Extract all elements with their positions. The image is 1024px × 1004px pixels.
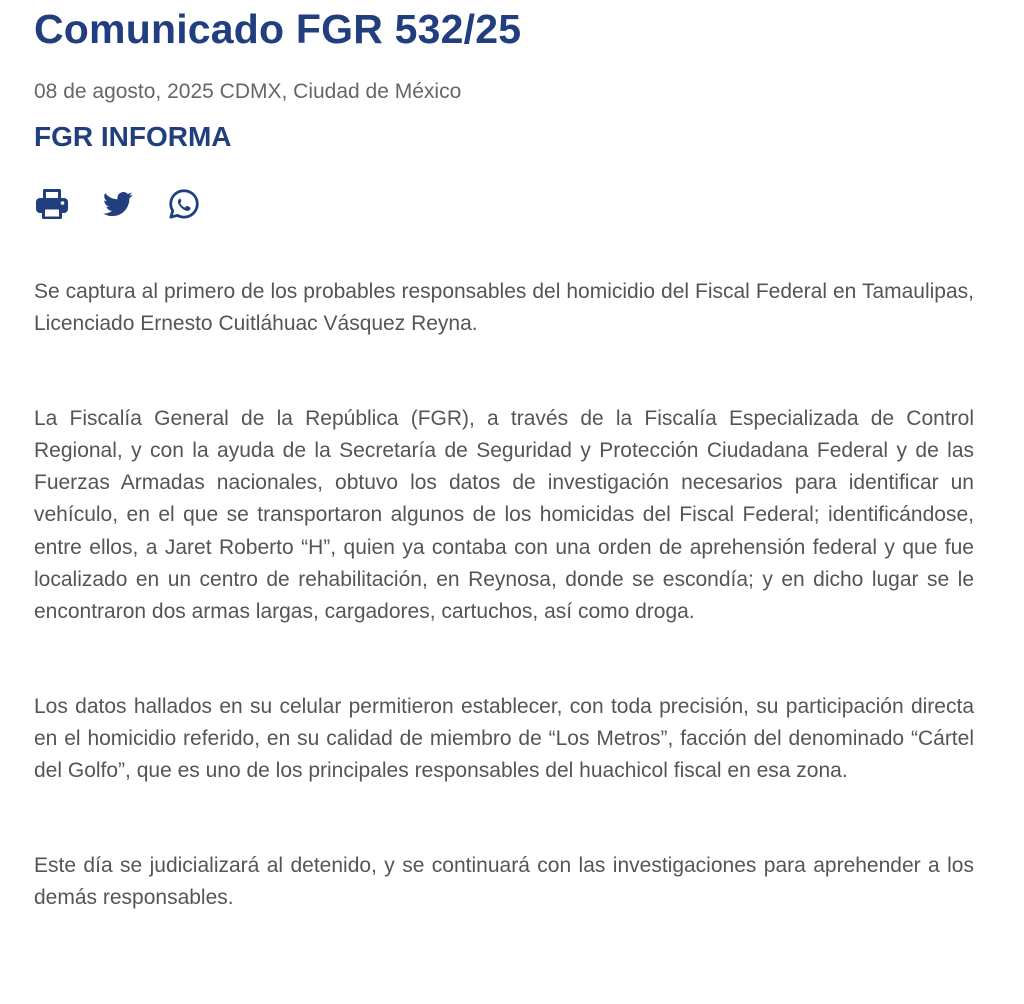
print-icon bbox=[35, 188, 69, 220]
section-label: FGR INFORMA bbox=[34, 121, 232, 152]
article bbox=[34, 0, 974, 914]
page-title: Comunicado FGR 532/25 bbox=[34, 6, 522, 52]
share-bar bbox=[34, 184, 974, 224]
twitter-share-button[interactable] bbox=[100, 186, 136, 222]
article-body bbox=[34, 276, 974, 914]
twitter-icon bbox=[101, 189, 135, 219]
print-button[interactable] bbox=[34, 186, 70, 222]
article-dateline: 08 de agosto, 2025 CDMX, Ciudad de México bbox=[34, 80, 462, 103]
article-paragraph: La Fiscalía General de la República (FGR), a través de la Fiscalía Especializada de Control Regional, y con la ayuda de la Secretaría de Seguridad y Protección Ciudadana Federal y de las Fuerzas Armadas nacionales, obtuvo los datos de investigación necesarios para identificar un vehículo, en el que se transportaron algunos de los homicidas del Fiscal Federal; identificándose, entre ellos, a Jaret Roberto “H”, quien ya contaba con una orden de aprehensión federal y que fue localizado en un centro de rehabilitación, en Reynosa, donde se escondía; y en dicho lugar se le encontraron dos armas largas, cargadores, cartuchos, así como droga. bbox=[34, 406, 974, 624]
article-paragraph: Los datos hallados en su celular permitieron establecer, con toda precisión, su participación directa en el homicidio referido, en su calidad de miembro de “Los Metros”, facción del denominado “Cártel del Golfo”, que es uno de los principales responsables del huachicol fiscal en esa zona. bbox=[34, 694, 974, 783]
whatsapp-share-button[interactable] bbox=[166, 186, 202, 222]
article-paragraph: Se captura al primero de los probables responsables del homicidio del Fiscal Federal en Tamaulipas, Licenciado Ernesto Cuitláhuac Vásquez Reyna. bbox=[34, 280, 974, 336]
whatsapp-icon bbox=[167, 187, 201, 221]
article-paragraph: Este día se judicializará al detenido, y se continuará con las investigaciones para aprehender a los demás responsables. bbox=[34, 853, 974, 909]
